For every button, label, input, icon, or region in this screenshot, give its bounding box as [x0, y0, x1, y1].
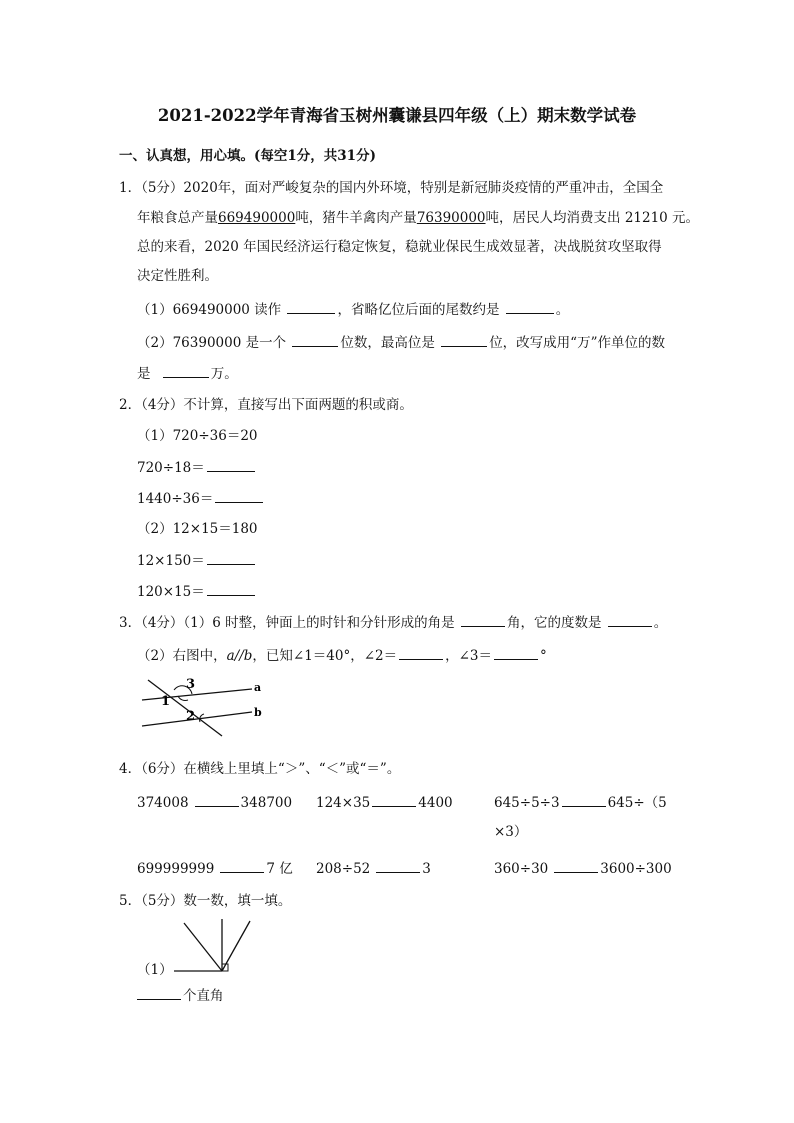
q1-line1: 1．（5分）2020年，面对严峻复杂的国内外环境，特别是新冠肺炎疫情的严重冲击，全国全 [119, 180, 664, 196]
q3-parallel-notation: a//b [226, 648, 253, 664]
q4-r1c2 [316, 793, 453, 812]
q2-expr2 [137, 489, 265, 508]
answer-blank[interactable] [506, 300, 554, 314]
answer-blank[interactable] [399, 646, 443, 660]
q1-line4: 决定性胜利。 [137, 268, 218, 284]
ray-left-diagonal [184, 923, 222, 971]
q1-line2-b: 吨，猪牛羊禽肉产量 [295, 210, 417, 226]
answer-blank[interactable] [376, 859, 420, 873]
line-b [142, 712, 252, 726]
q2-expr2-text: 1440÷36＝ [137, 491, 214, 507]
q4-r1c3-a: 645÷5÷3 [494, 795, 560, 811]
q3-head-c: 。 [653, 615, 668, 631]
q3-sub2-b: ，已知∠1＝40°，∠2＝ [252, 648, 398, 664]
q1-line2-c: 吨，居民人均消费支出 21210 元。 [485, 210, 700, 226]
q4-r1c1-b: 348700 [240, 795, 293, 811]
q2-expr1-text: 720÷18＝ [137, 460, 205, 476]
q3-head-b: 角，它的度数是 [506, 615, 602, 631]
answer-blank[interactable] [220, 859, 264, 873]
q4-r2c2-b: 3 [422, 861, 431, 877]
q3-head-a: 3．（4分）（1）6 时整，钟面上的时针和分针形成的角是 [119, 615, 455, 631]
answer-blank[interactable] [207, 458, 255, 472]
answer-blank[interactable] [441, 333, 487, 347]
q2-expr3 [137, 551, 257, 570]
q3-heading [119, 613, 667, 632]
q1-sub2 [137, 333, 665, 352]
label-2: 2 [186, 709, 196, 724]
answer-blank[interactable] [292, 333, 338, 347]
answer-blank[interactable] [554, 859, 598, 873]
q4-r1c3 [494, 793, 667, 812]
q1-sub1-c: 。 [555, 302, 570, 318]
q4-r1c1-a: 374008 [137, 795, 189, 811]
transversal-line [148, 680, 222, 736]
q2-sub2: （2）12×15＝180 [137, 521, 258, 537]
q2-expr3-text: 12×150＝ [137, 553, 205, 569]
q2-expr4 [137, 582, 257, 601]
q1-meat-output: 76390000 [416, 210, 486, 226]
answer-blank[interactable] [137, 986, 181, 1000]
answer-blank[interactable] [461, 613, 505, 627]
q1-sub1-b: ，省略亿位后面的尾数约是 [337, 302, 500, 318]
q1-sub2-e: 万。 [210, 366, 238, 382]
q1-sub2-b: 位数，最高位是 [340, 335, 435, 351]
q4-r2c2 [316, 859, 431, 878]
answer-blank[interactable] [608, 613, 652, 627]
q1-sub2-a: （2）76390000 是一个 [137, 335, 287, 351]
page-title: 2021-2022学年青海省玉树州囊谦县四年级（上）期末数学试卷 [157, 106, 637, 125]
q4-r2c1-b: 7 亿 [266, 861, 293, 877]
answer-blank[interactable] [562, 793, 606, 807]
q3-sub2 [137, 646, 547, 665]
q4-r1c2-b: 4400 [418, 795, 453, 811]
q1-line2 [137, 209, 699, 227]
answer-blank[interactable] [372, 793, 416, 807]
q3-sub2-a: （2）右图中， [137, 648, 227, 664]
label-1: 1 [161, 694, 171, 709]
q1-sub2-d: 是 [137, 366, 151, 382]
q2-sub1: （1）720÷36＝20 [137, 428, 258, 444]
q4-r2c1-a: 699999999 [137, 861, 215, 877]
q4-heading: 4．（6分）在横线上里填上“＞”、“＜”或“＝”。 [119, 761, 401, 777]
answer-blank[interactable] [163, 364, 209, 378]
q1-sub1 [137, 300, 569, 319]
line-a [142, 689, 252, 700]
answer-blank[interactable] [287, 300, 335, 314]
q4-r2c3-a: 360÷30 [494, 861, 549, 877]
answer-blank[interactable] [215, 489, 263, 503]
q2-heading: 2．（4分）不计算，直接写出下面两题的积或商。 [119, 397, 413, 413]
right-angle-figure [170, 917, 260, 977]
q4-r1c3-b: 645÷（5 [607, 795, 667, 811]
q1-line2-a: 年粮食总产量 [137, 210, 218, 226]
q5-tail: 个直角 [183, 988, 224, 1004]
q5-answer [137, 986, 224, 1005]
answer-blank[interactable] [195, 793, 239, 807]
label-a: a [254, 681, 262, 694]
q4-r2c2-a: 208÷52 [316, 861, 371, 877]
answer-blank[interactable] [207, 582, 255, 596]
q4-r2c3-b: 3600÷300 [600, 861, 672, 877]
q5-heading: 5．（5分）数一数，填一填。 [119, 893, 292, 909]
label-3: 3 [186, 677, 196, 692]
answer-blank[interactable] [494, 646, 538, 660]
q1-grain-output: 669490000 [218, 210, 296, 226]
q1-line3: 总的来看，2020 年国民经济运行稳定恢复，稳就业保民生成效显著，决战脱贫攻坚取得 [137, 239, 662, 255]
q4-r1c2-a: 124×35 [316, 795, 371, 811]
q3-sub2-c: ，∠3＝ [445, 648, 493, 664]
q4-r1c3-cont: ×3） [494, 824, 528, 840]
answer-blank[interactable] [207, 551, 255, 565]
label-b: b [254, 706, 262, 719]
q1-sub1-a: （1）669490000 读作 [137, 302, 282, 318]
q4-r2c3 [494, 859, 672, 878]
section-heading: 一、认真想，用心填。(每空1分，共31分) [119, 148, 376, 164]
q4-r1c1 [137, 793, 292, 812]
q2-expr4-text: 120×15＝ [137, 584, 205, 600]
q3-sub2-d: ° [540, 648, 547, 664]
q1-sub2-c: 位，改写成用“万”作单位的数 [489, 335, 665, 351]
q5-sub1: （1） [137, 962, 173, 978]
q1-sub2-cont [137, 364, 238, 383]
parallel-lines-figure [134, 676, 274, 738]
q2-expr1 [137, 458, 257, 477]
q4-r2c1 [137, 859, 293, 878]
